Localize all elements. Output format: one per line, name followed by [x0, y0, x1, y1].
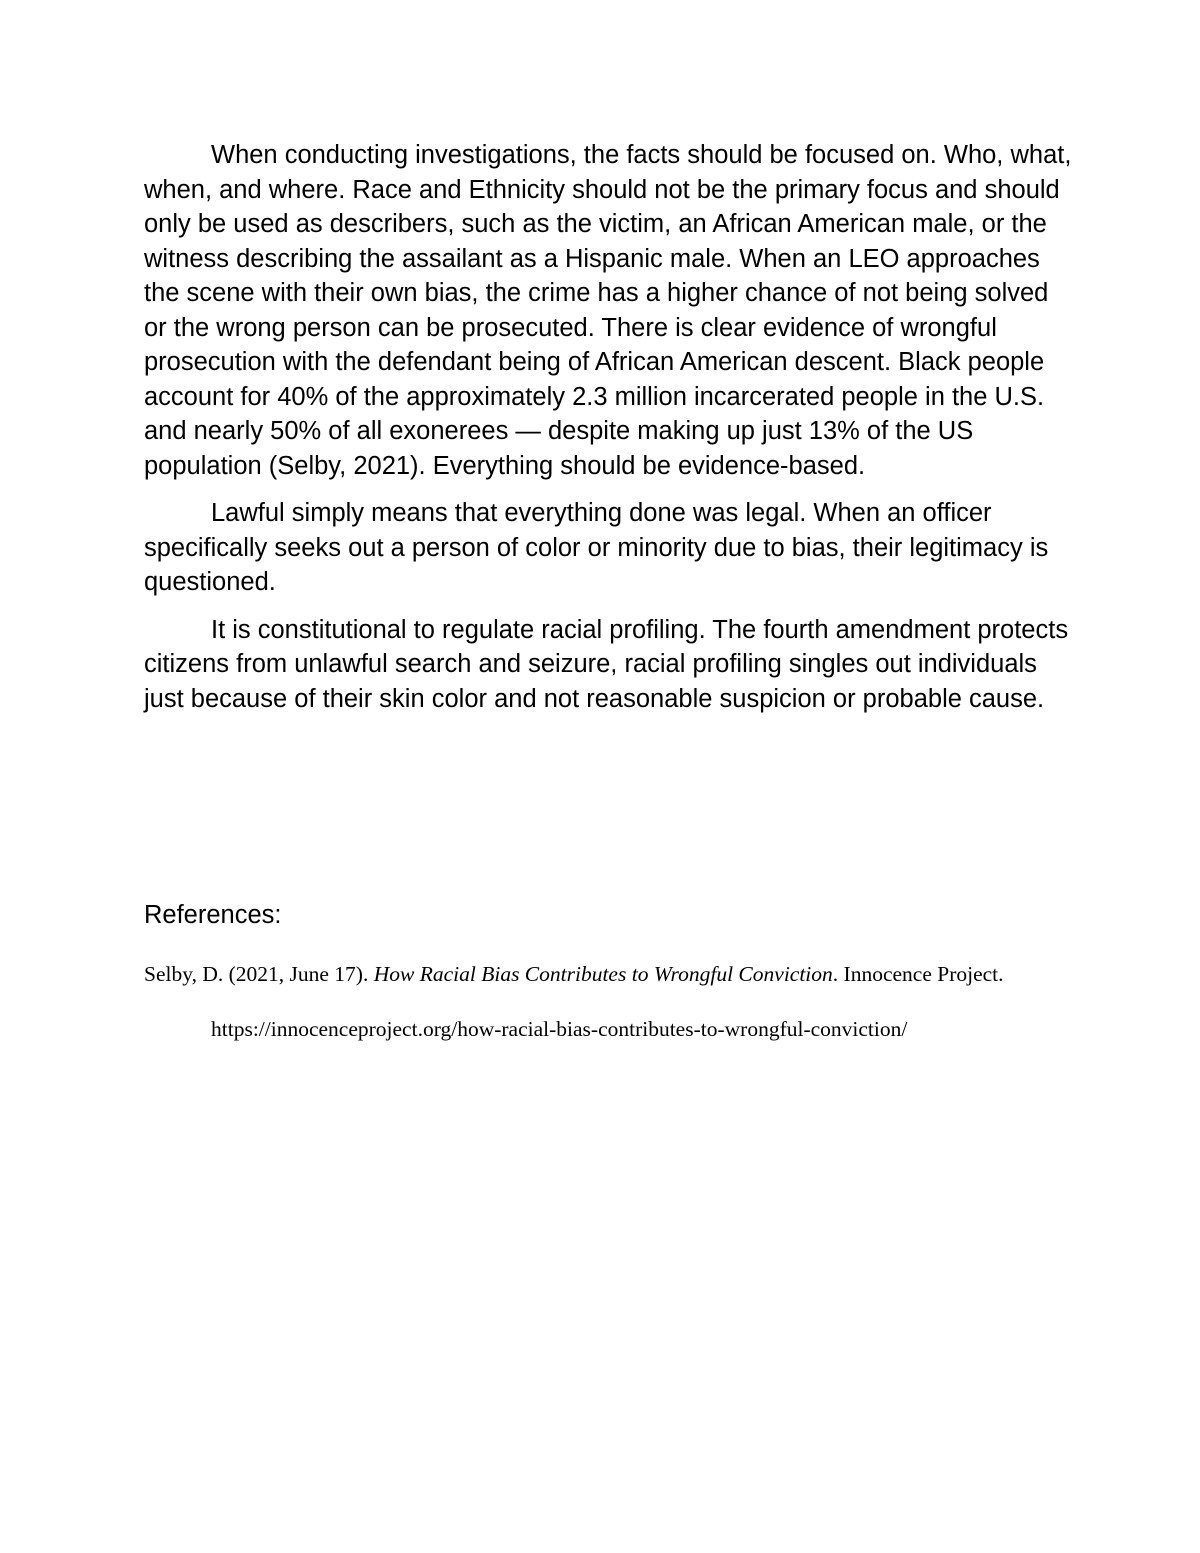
- reference-publisher: . Innocence Project.: [832, 962, 1004, 986]
- reference-entry: [144, 947, 1141, 1057]
- reference-url: https://innocenceproject.org/how-racial-bias-contributes-to-wrongful-conviction/: [211, 1017, 908, 1041]
- references-heading: References:: [144, 901, 282, 929]
- paragraph-constitutional: It is constitutional to regulate racial profiling. The fourth amendment protects citizens from unlawful search and seizure, racial profiling singles out individuals just because of their skin color and not reasonable suspicion or probable cause.: [144, 615, 1069, 713]
- essay-body: [144, 138, 1074, 729]
- paragraph-lawful: Lawful simply means that everything done was legal. When an officer specifically seeks out a person of color or minority due to bias, their legitimacy is questioned.: [144, 499, 1049, 596]
- reference-title: How Racial Bias Contributes to Wrongful Conviction: [373, 962, 833, 986]
- reference-authors-date: Selby, D. (2021, June 17).: [144, 962, 374, 986]
- paragraph-investigations: When conducting investigations, the facts should be focused on. Who, what, when, and where. Race and Ethnicity should not be the primary focus and should only be used as describers, such as the victim, an African American male, or the witness describing the assailant as a Hispanic male. When an LEO approaches the scene with their own bias, the crime has a higher chance of not being solved or the wrong person can be prosecuted. There is clear evidence of wrongful prosecution with the defendant being of African American descent. Black people account for 40% of the approximately 2.3 million incarcerated people in the U.S. and nearly 50% of all exonerees — despite making up just 13% of the US population (Selby, 2021). Everything should be evidence-based.: [144, 141, 1072, 480]
